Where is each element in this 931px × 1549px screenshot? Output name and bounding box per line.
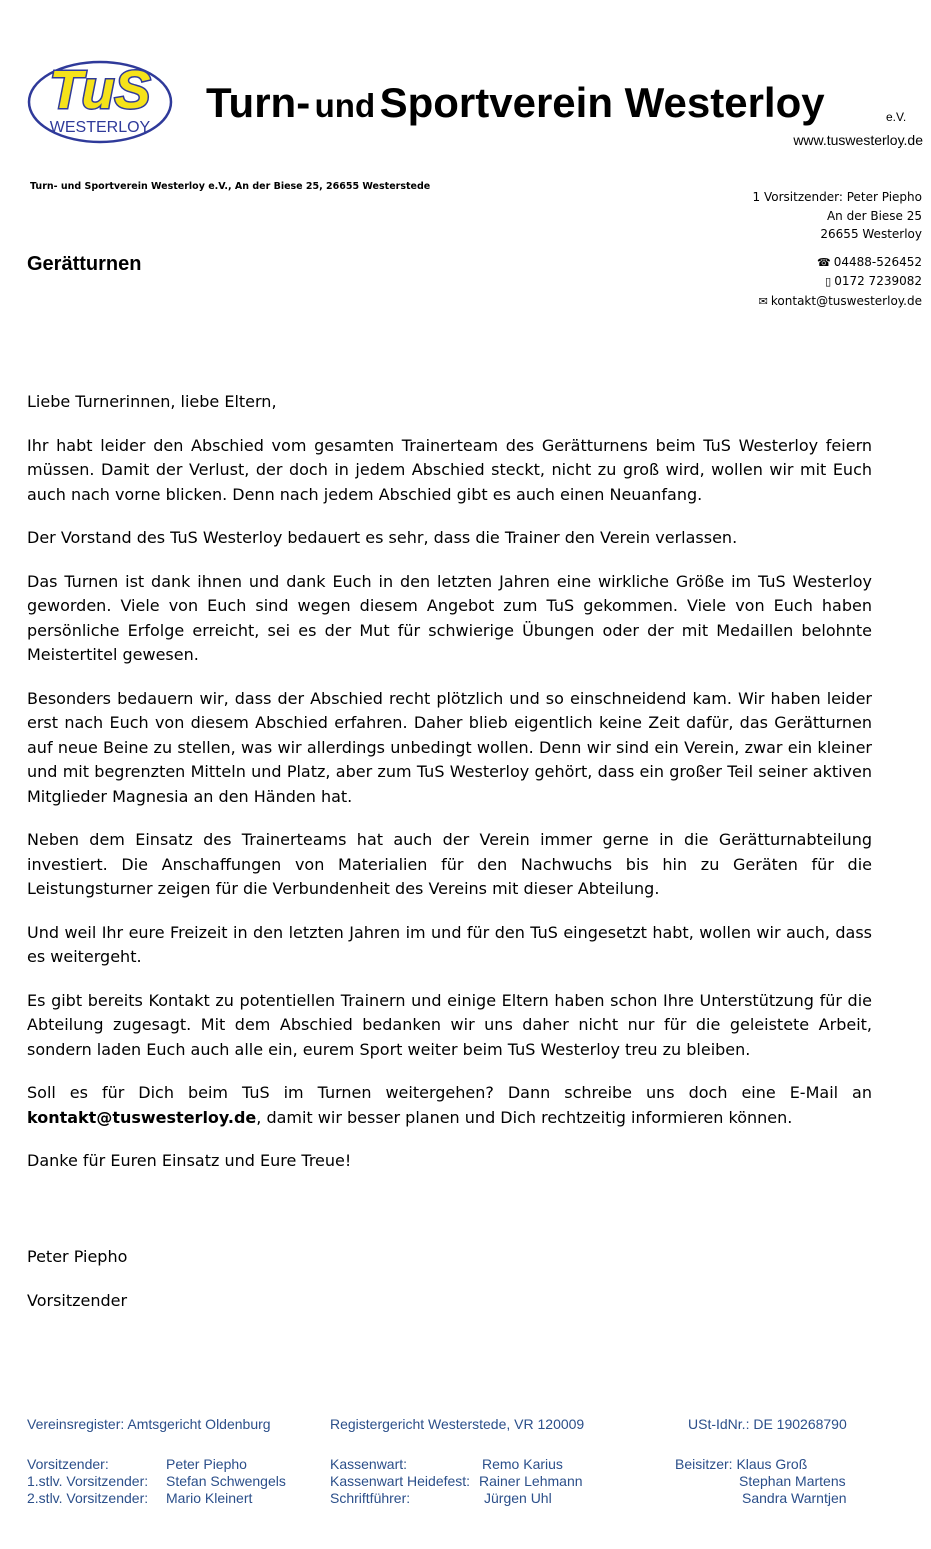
sender-line: Turn- und Sportverein Westerloy e.V., An der Biese 25, 26655 Westerstede xyxy=(30,181,431,192)
title-part-c: Sportverein Westerloy xyxy=(379,79,825,126)
club-logo xyxy=(26,50,174,146)
signature-name: Peter Piepho xyxy=(27,1247,128,1266)
legal-form: e.V. xyxy=(886,110,907,124)
footer-board xyxy=(27,1456,907,1512)
signature-block xyxy=(27,1245,127,1332)
treasury-role: Schriftführer: xyxy=(330,1490,411,1506)
signature-role: Vorsitzender xyxy=(27,1290,128,1310)
footer-court: Registergericht Westerstede, VR 120009 xyxy=(330,1416,585,1432)
footer-vat: USt-IdNr.: DE 190268790 xyxy=(688,1416,847,1432)
paragraph-1: Ihr habt leider den Abschied vom gesamten Trainerteam des Gerätturnens beim TuS Westerloy feiern müssen. Damit der Verlust, der doch in jedem Abschied steckt, nicht zu groß wird, wollen wir mit Euch auch nach vorne blicken. Denn nach jedem Abschied gibt es auch einen Neuanfang. xyxy=(27,435,872,504)
street-line: An der Biese 25 xyxy=(826,208,922,223)
paragraph-8 xyxy=(27,1081,872,1130)
phone-line xyxy=(753,253,922,273)
contact-email-link[interactable]: kontakt@tuswesterloy.de xyxy=(27,1107,257,1127)
email-line xyxy=(753,292,922,312)
treasury-name: Remo Karius xyxy=(482,1456,563,1472)
paragraph-6: Und weil Ihr eure Freizeit in den letzten Jahren im und für den TuS eingesetzt habt, wollen wir auch, dass es weitergeht. xyxy=(27,922,872,966)
subject-heading: Gerätturnen xyxy=(27,253,142,275)
website-link[interactable]: www.tuswesterloy.de xyxy=(793,132,923,148)
treasury-role: Kassenwart: xyxy=(330,1456,408,1472)
greeting: Liebe Turnerinnen, liebe Eltern, xyxy=(27,392,277,411)
paragraph-8-pre: Soll es für Dich beim TuS im Turnen weitergehen? Dann schreibe uns doch eine E-Mail an xyxy=(27,1083,872,1102)
envelope-icon: ✉ xyxy=(758,294,768,308)
board-role: Vorsitzender: xyxy=(27,1456,109,1472)
mobile-icon: ▯ xyxy=(825,275,832,288)
board-name: Peter Piepho xyxy=(166,1456,247,1472)
treasury-name: Jürgen Uhl xyxy=(484,1490,552,1506)
closing-line: Danke für Euren Einsatz und Eure Treue! xyxy=(27,1151,352,1170)
logo-text-top: TuS xyxy=(49,60,151,120)
board-role: 1.stlv. Vorsitzender: xyxy=(27,1473,149,1489)
chair-line: 1 Vorsitzender: Peter Piepho xyxy=(752,190,922,204)
contact-block xyxy=(753,188,922,311)
treasury-role: Kassenwart Heidefest: xyxy=(330,1473,471,1489)
paragraph-8-post: , damit wir besser planen und Dich rechtzeitig informieren können. xyxy=(256,1107,793,1127)
title-part-a: Turn- xyxy=(206,79,311,126)
board-role: 2.stlv. Vorsitzender: xyxy=(27,1490,149,1506)
email-address[interactable]: kontakt@tuswesterloy.de xyxy=(770,293,922,308)
letter-body xyxy=(27,390,872,1174)
assessor-name: Stephan Martens xyxy=(739,1473,846,1489)
phone-number: 04488-526452 xyxy=(833,254,922,269)
paragraph-5: Neben dem Einsatz des Trainerteams hat auch der Verein immer gerne in die Gerätturnabteilung investiert. Die Anschaffungen von Materialien für den Nachwuchs bis hin zu Geräten für die Leistungsturner zeigen für die Verbundenheit des Vereins mit dieser Abteilung. xyxy=(27,830,872,898)
footer-register: Vereinsregister: Amtsgericht Oldenburg xyxy=(27,1416,271,1432)
board-name: Mario Kleinert xyxy=(166,1490,253,1506)
paragraph-2: Der Vorstand des TuS Westerloy bedauert es sehr, dass die Trainer den Verein verlassen. xyxy=(27,528,738,547)
city-line: 26655 Westerloy xyxy=(820,227,922,241)
treasury-name: Rainer Lehmann xyxy=(479,1473,583,1489)
mobile-line xyxy=(753,272,922,292)
logo-graphic xyxy=(26,50,174,146)
paragraph-4: Besonders bedauern wir, dass der Abschied recht plötzlich und so einschneidend kam. Wir haben leider erst nach Euch von diesem Abschied erfahren. Daher blieb eigentlich keine Zeit dafür, das Gerätturnen auf neue Beine zu stellen, was wir allerdings unbedingt wollen. Denn wir sind ein Verein, zwar ein kleiner und mit begrenzten Mitteln und Platz, aber zum TuS Westerloy gehört, dass ein großer Teil seiner aktiven Mitglieder Magnesia an den Händen hat. xyxy=(27,688,872,806)
title-part-b: und xyxy=(314,87,376,124)
logo-text-bottom: WESTERLOY xyxy=(49,119,151,136)
assessor-name: Sandra Warntjen xyxy=(742,1490,847,1506)
assessor-label: Beisitzer: Klaus Groß xyxy=(675,1456,808,1472)
mobile-number: 0172 7239082 xyxy=(834,274,922,288)
paragraph-3: Das Turnen ist dank ihnen und dank Euch in den letzten Jahren eine wirkliche Größe im TuS Westerloy geworden. Viele von Euch sind wegen diesem Angebot zum TuS gekommen. Viele von Euch haben persönliche Erfolge erreicht, sei es der Mut für schwierige Übungen oder der mit Medaillen belohnte Meistertitel gewesen. xyxy=(27,571,872,664)
club-name xyxy=(206,79,825,126)
paragraph-7: Es gibt bereits Kontakt zu potentiellen Trainern und einige Eltern haben schon Ihre Unterstützung für die Abteilung zugesagt. Mit dem Abschied bedanken wir uns daher nicht nur für die geleistete Arbeit, sondern laden Euch auch alle ein, eurem Sport weiter beim TuS Westerloy treu zu bleiben. xyxy=(27,990,872,1059)
board-name: Stefan Schwengels xyxy=(166,1473,286,1489)
phone-icon: ☎ xyxy=(816,255,831,269)
